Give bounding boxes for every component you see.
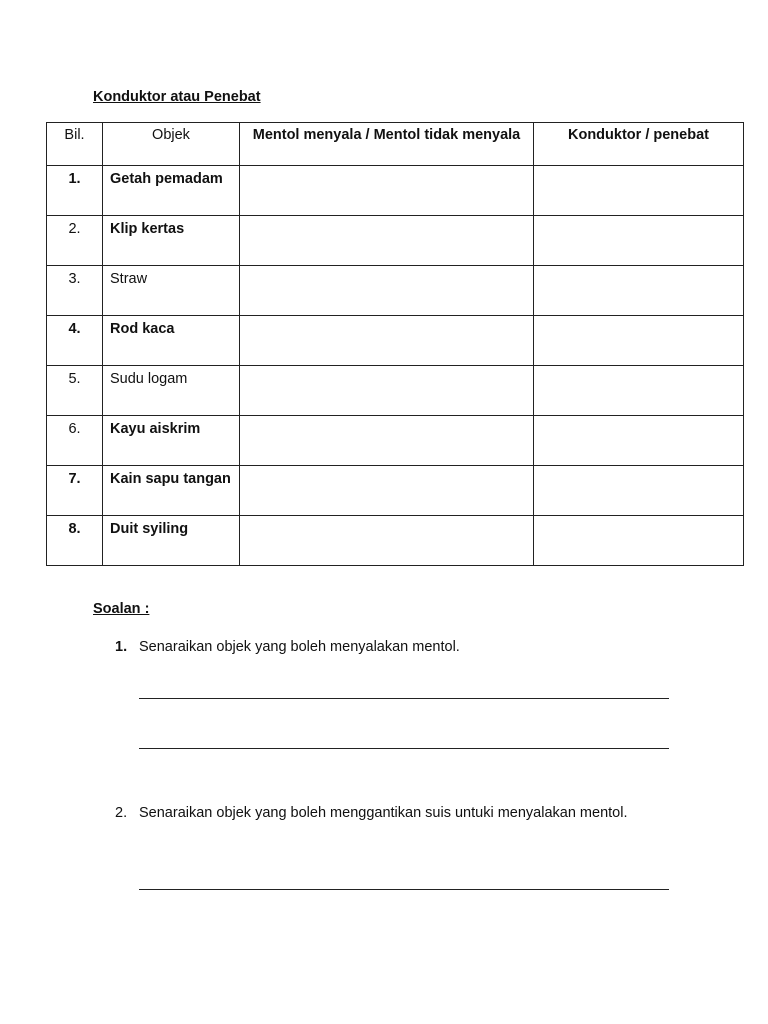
soalan-heading: Soalan : — [93, 601, 150, 617]
row-object: Duit syiling — [103, 516, 240, 566]
header-konduktor-penebat: Konduktor / penebat — [534, 123, 744, 166]
row-result-cell[interactable] — [240, 366, 534, 416]
table-row — [47, 466, 744, 516]
worksheet-title: Konduktor atau Penebat — [93, 89, 261, 105]
row-object: Rod kaca — [103, 316, 240, 366]
row-type-cell[interactable] — [534, 366, 744, 416]
row-type-cell[interactable] — [534, 516, 744, 566]
row-number: 7. — [47, 466, 103, 516]
row-result-cell[interactable] — [240, 516, 534, 566]
header-bil: Bil. — [47, 123, 103, 166]
row-number: 1. — [47, 166, 103, 216]
row-object: Klip kertas — [103, 216, 240, 266]
row-object: Kayu aiskrim — [103, 416, 240, 466]
row-type-cell[interactable] — [534, 266, 744, 316]
row-result-cell[interactable] — [240, 466, 534, 516]
header-objek: Objek — [103, 123, 240, 166]
row-result-cell[interactable] — [240, 216, 534, 266]
row-number: 5. — [47, 366, 103, 416]
row-object: Sudu logam — [103, 366, 240, 416]
row-object: Getah pemadam — [103, 166, 240, 216]
answer-line-2a[interactable] — [139, 889, 669, 890]
table-row — [47, 366, 744, 416]
row-number: 3. — [47, 266, 103, 316]
row-type-cell[interactable] — [534, 416, 744, 466]
answer-line-1a[interactable] — [139, 698, 669, 699]
question-1 — [115, 635, 675, 659]
table-header-row — [47, 123, 744, 166]
question-2 — [115, 801, 675, 825]
header-mentol: Mentol menyala / Mentol tidak menyala — [240, 123, 534, 166]
table-row — [47, 166, 744, 216]
table-row — [47, 216, 744, 266]
row-number: 2. — [47, 216, 103, 266]
table-row — [47, 516, 744, 566]
row-object: Kain sapu tangan — [103, 466, 240, 516]
row-number: 6. — [47, 416, 103, 466]
row-result-cell[interactable] — [240, 316, 534, 366]
table-row — [47, 266, 744, 316]
question-text: Senaraikan objek yang boleh menyalakan mentol. — [139, 639, 460, 655]
table-row — [47, 416, 744, 466]
row-number: 4. — [47, 316, 103, 366]
table-row — [47, 316, 744, 366]
row-type-cell[interactable] — [534, 216, 744, 266]
question-number: 1. — [115, 639, 128, 655]
row-type-cell[interactable] — [534, 466, 744, 516]
conductor-insulator-table — [46, 122, 744, 566]
row-result-cell[interactable] — [240, 166, 534, 216]
row-number: 8. — [47, 516, 103, 566]
row-type-cell[interactable] — [534, 316, 744, 366]
answer-line-1b[interactable] — [139, 748, 669, 749]
question-text: Senaraikan objek yang boleh menggantikan suis untuki menyalakan mentol. — [139, 805, 628, 821]
row-result-cell[interactable] — [240, 266, 534, 316]
row-type-cell[interactable] — [534, 166, 744, 216]
question-number: 2. — [115, 805, 128, 821]
row-object: Straw — [103, 266, 240, 316]
row-result-cell[interactable] — [240, 416, 534, 466]
